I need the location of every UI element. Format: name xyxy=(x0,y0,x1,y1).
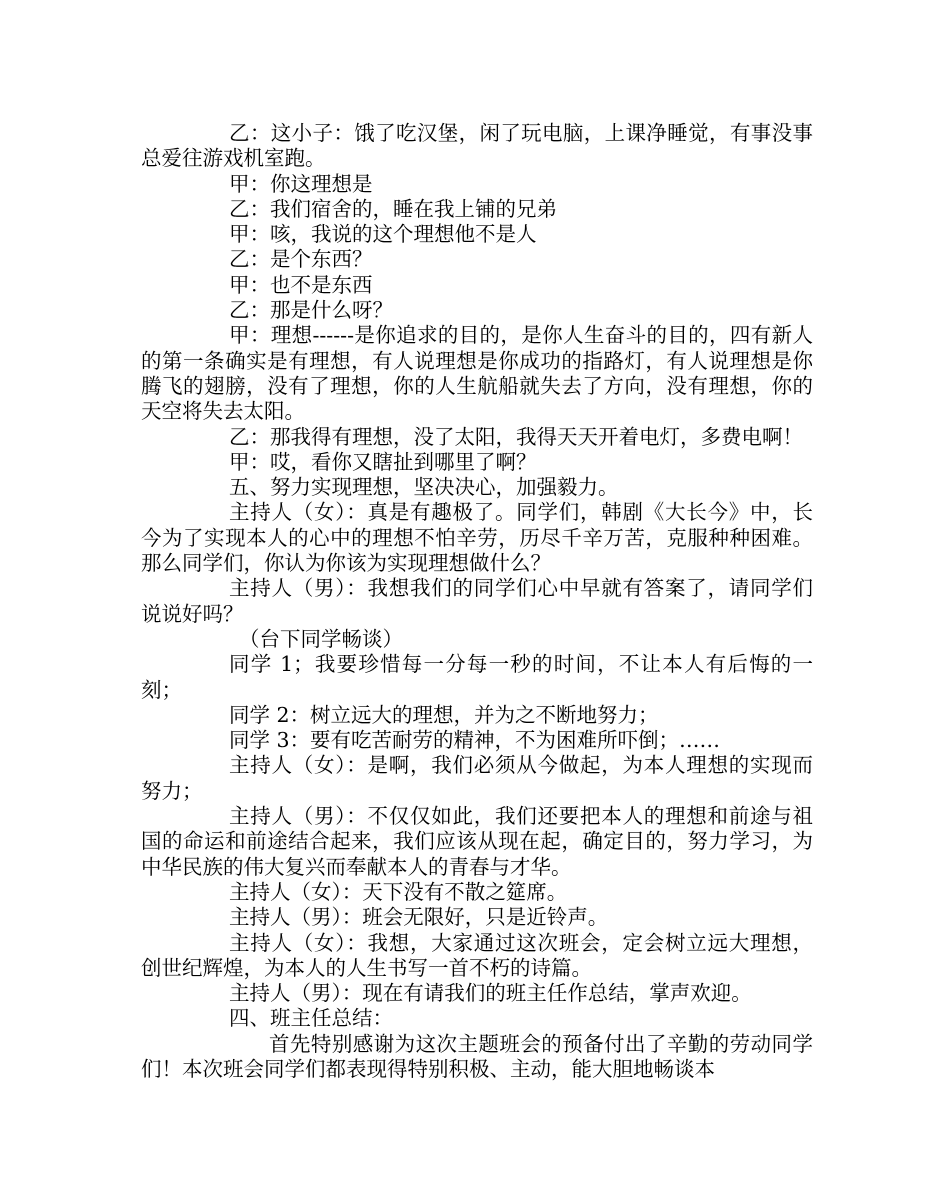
paragraph: 乙：那是什么呀？ xyxy=(229,298,393,323)
document-body xyxy=(141,121,813,1082)
paragraph: 乙：那我得有理想，没了太阳，我得天天开着电灯，多费电啊！ xyxy=(229,424,803,449)
paragraph: 主持人（女）：真是有趣极了。同学们，韩剧《大长今》中，长今为了实现本人的心中的理想不怕辛劳，历尽千辛万苦，克服种种困难。那么同学们，你认为你该为实现理想做什么？ xyxy=(141,500,813,576)
paragraph: 主持人（女）：我想，大家通过这次班会，定会树立远大理想，创世纪辉煌，为本人的人生书写一首不朽的诗篇。 xyxy=(141,930,813,980)
paragraph: 主持人（女）：天下没有不散之筵席。 xyxy=(229,879,568,904)
paragraph: 甲：你这理想是 xyxy=(229,171,373,196)
paragraph: 乙：我们宿舍的，睡在我上铺的兄弟 xyxy=(229,196,557,221)
section-heading: 四、班主任总结： xyxy=(229,1006,393,1031)
paragraph: 主持人（男）：班会无限好，只是近铃声。 xyxy=(229,905,609,930)
paragraph: 主持人（男）：我想我们的同学们心中早就有答案了，请同学们说说好吗？ xyxy=(141,576,813,626)
paragraph: 主持人（男）：现在有请我们的班主任作总结，掌声欢迎。 xyxy=(229,981,752,1006)
paragraph: 同学 3：要有吃苦耐劳的精神，不为困难所吓倒；…… xyxy=(229,728,721,753)
paragraph: 乙：是个东西？ xyxy=(229,247,373,272)
paragraph: 同学 2：树立远大的理想，并为之不断地努力； xyxy=(229,702,659,727)
paragraph: 甲：理想------是你追求的目的，是你人生奋斗的目的，四有新人的第一条确实是有理想，有人说理想是你成功的指路灯，有人说理想是你腾飞的翅膀，没有了理想，你的人生航船就失去了方向，没有理想，你的天空将失去太阳。 xyxy=(141,323,813,424)
paragraph: 乙：这小子：饿了吃汉堡，闲了玩电脑，上课净睡觉，有事没事总爱往游戏机室跑。 xyxy=(141,121,813,171)
section-heading: 五、努力实现理想，坚决决心，加强毅力。 xyxy=(229,475,619,500)
paragraph: 首先特别感谢为这次主题班会的预备付出了辛勤的劳动同学们！本次班会同学们都表现得特别积极、主动，能大胆地畅谈本 xyxy=(141,1031,813,1081)
paragraph: 主持人（女）：是啊，我们必须从今做起，为本人理想的实现而努力； xyxy=(141,753,813,803)
paragraph: 同学 1；我要珍惜每一分每一秒的时间，不让本人有后悔的一刻； xyxy=(141,652,813,702)
paragraph: 主持人（男）：不仅仅如此，我们还要把本人的理想和前途与祖国的命运和前途结合起来，我们应该从现在起，确定目的，努力学习，为中华民族的伟大复兴而奉献本人的青春与才华。 xyxy=(141,804,813,879)
paragraph: 甲：也不是东西 xyxy=(229,272,373,297)
paragraph: 甲：哎，看你又瞎扯到哪里了啊？ xyxy=(229,449,537,474)
paragraph: 甲：咳，我说的这个理想他不是人 xyxy=(229,222,537,247)
paragraph: （台下同学畅谈） xyxy=(239,626,403,651)
